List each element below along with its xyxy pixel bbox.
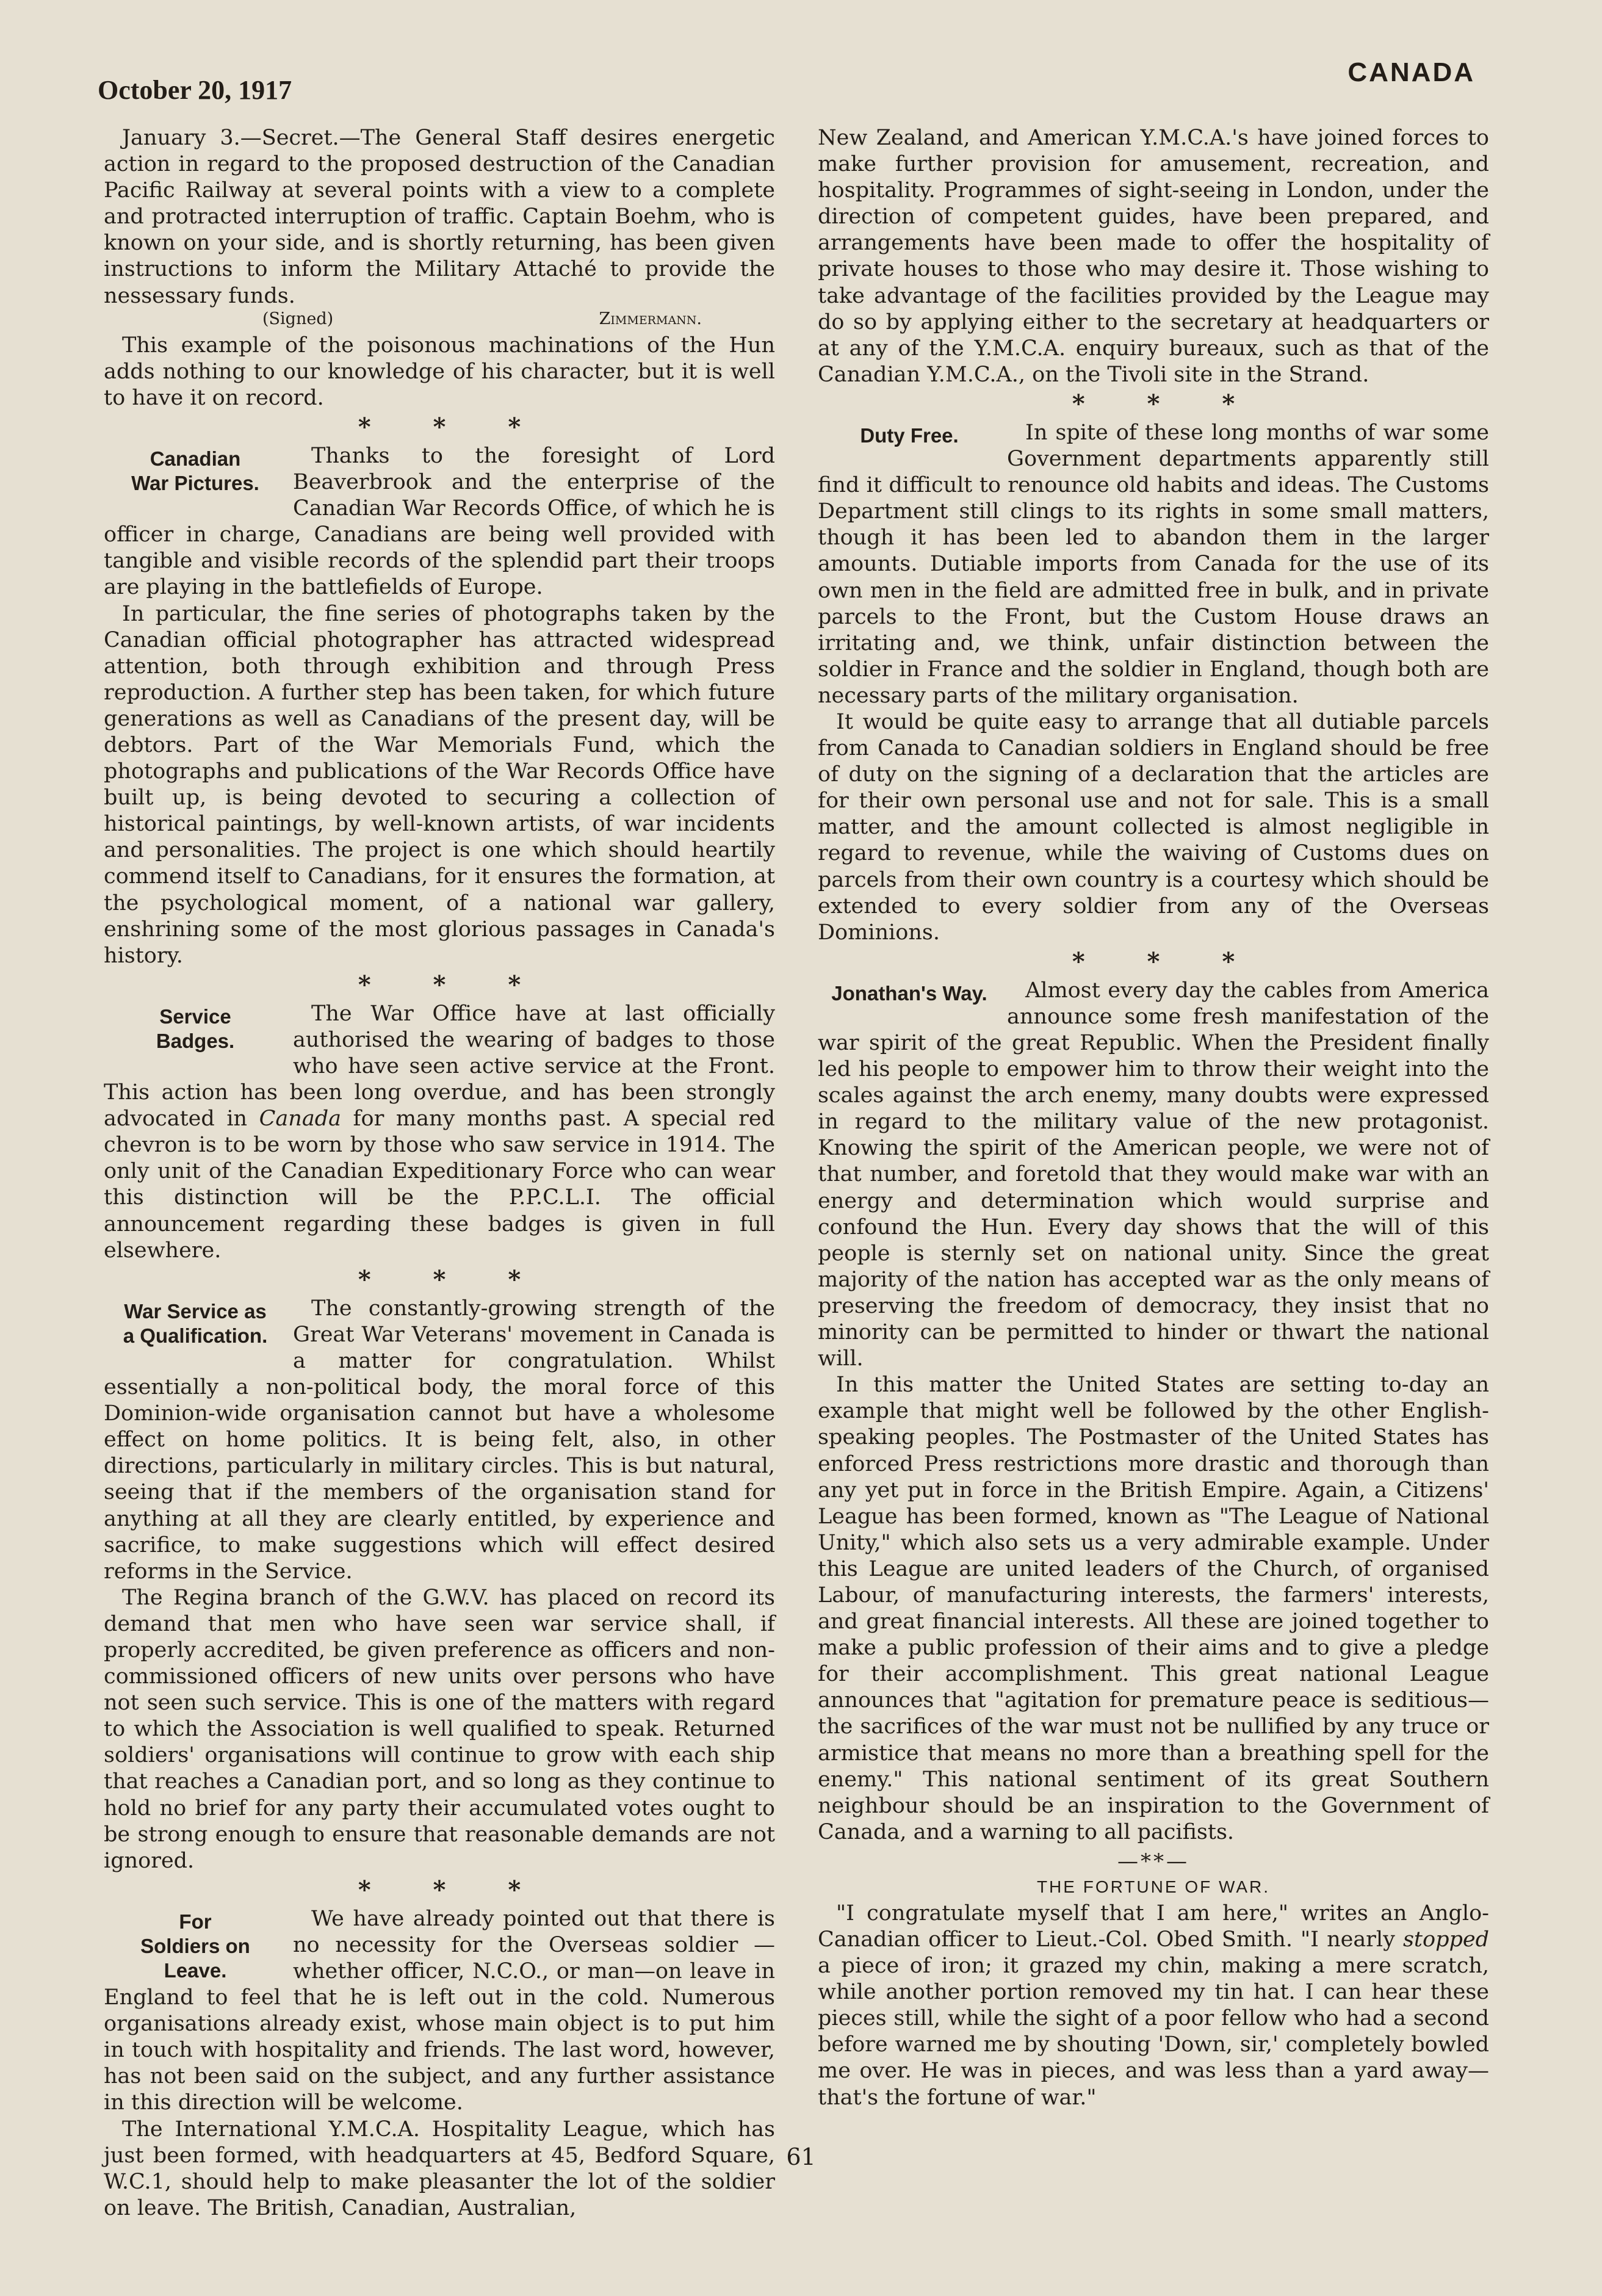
section-divider: * * * xyxy=(358,970,548,999)
paragraph-qualification-1: The constantly-growing strength of the Great War Veterans' movement in Canada is a matter for congratulation. Whilst essentially a non-political body, the moral force of this Dominion-wide organisation cannot but have a wholesome effect on home politics. It is being felt, also, in other directions, particularly in military circles. This is but natural, seeing that if the members of the organisation stand for anything at all they are clearly entitled, by experience and sacrifice, to make suggestions which will effect desired reforms in the Service. xyxy=(104,1296,775,1584)
fortune-italic-stopped: stopped xyxy=(1402,1927,1489,1952)
heading-jonathans-way: Jonathan's Way. xyxy=(831,981,987,1005)
fortune-text-2: a piece of iron; it grazed my chin, making a mere scratch, while another portion removed my tin hat. I can hear these pieces still, while the sight of a poor fellow who had a second before warned me by shouting 'Down, sir,' completely bowled me over. He was in pieces, and was less than a yard away—that's the fortune of war." xyxy=(818,1954,1489,2110)
badges-italic-canada: Canada xyxy=(259,1106,341,1132)
ornamental-rule: —**— xyxy=(1117,1849,1189,1874)
section-divider: * * * xyxy=(1072,947,1262,976)
paragraph-duty-free-1: In spite of these long months of war some Government departments apparently still find it difficult to renounce old habits and ideas. The Customs Department still clings to its rights in some small matters, though it has been led to abandon them in the larger amounts. Dutiable imports from Canada for the use of its own men in the field are admitted free in bulk, and in private parcels to the Front, but the Custom House draws an irritating and, we think, unfair distinction between the soldier in France and the soldier in England, though both are necessary parts of the military organisation. xyxy=(818,420,1489,708)
fortune-of-war-title: THE FORTUNE OF WAR. xyxy=(1036,1877,1271,1896)
paragraph-leave-1: We have already pointed out that there is no necessity for the Overseas soldier —whether officer, N.C.O., or man—on leave in England to feel that he is left out in the cold. Numerous organisations already exist, whose main object is to put him in touch with hospitality and friends. The last word, however, has not been said on the subject, and any further assistance in this direction will be welcome. xyxy=(104,1906,775,2115)
paragraph-qualification-2: The Regina branch of the G.W.V. has placed on record its demand that men who have seen war service shall, if properly accredited, be given preference as officers and non-commissioned officers of new units over persons who have not seen such service. This is one of the matters with regard to which the Association is well qualified to speak. Returned soldiers' organisations will continue to grow with each ship that reaches a Canadian port, and so long as they continue to hold no brief for any party their accumulated votes ought to be strong enough to ensure that reasonable demands are not ignored. xyxy=(104,1585,775,1873)
page-number: 61 xyxy=(786,2143,816,2170)
fortune-of-war-body xyxy=(818,1901,1489,2111)
publication-title: CANADA xyxy=(1348,57,1475,87)
badges-text-2: for many months past. A special red chevron is to be worn by those who saw service in 1914. The only unit of the Canadian Expeditionary Force who can wear this distinction will be the P.P.C.L.I. The official announcement regarding these badges is given in full elsewhere. xyxy=(104,1106,775,1263)
paragraph-war-pictures-2: In particular, the fine series of photographs taken by the Canadian official photographer has attracted widespread attention, both through exhibition and through Press reproduction. A further step has been taken, for which future generations as well as Canadians of the present day, will be debtors. Part of the War Memorials Fund, which the photographs and publications of the War Records Office have built up, is being devoted to securing a collection of historical paintings, by well-known artists, of war incidents and personalities. The project is one which should heartily commend itself to Canadians, for it ensures the formation, at the psychological moment, of a national war gallery, enshrining some of the most glorious passages in Canada's history. xyxy=(104,601,775,968)
heading-service-badges: Service Badges. xyxy=(156,1005,235,1052)
paragraph-duty-free-2: It would be quite easy to arrange that all dutiable parcels from Canada to Canadian soldiers in England should be free of duty on the signing of a declaration that the articles are for their own personal use and not for sale. This is a small matter, and the amount collected is almost negligible in regard to revenue, while the waiving of Customs dues on parcels from their own country is a courtesy which should be extended to every soldier from any of the Overseas Dominions. xyxy=(818,709,1489,945)
left-column xyxy=(104,125,775,2222)
badges-text-1: The War Office have at last officially authorised the wearing of badges to those who have seen active service at the Front. This action has been long overdue, and has been strongly advocated in xyxy=(104,1001,775,1132)
paragraph-leave-continued: New Zealand, and American Y.M.C.A.'s have joined forces to make further provision for amusement, recreation, and hospitality. Programmes of sight-seeing in London, under the direction of competent guides, have been prepared, and arrangements have been made to offer the hospitality of private houses to those who may desire it. Those wishing to take advantage of the facilities provided by the League may do so by applying either to the secretary at headquarters or at any of the Y.M.C.A. enquiry bureaux, such as that of the Canadian Y.M.C.A., on the Tivoli site in the Strand. xyxy=(818,126,1489,387)
paragraph-jonathan-2: In this matter the United States are setting to-day an example that might well be followed by the other English-speaking peoples. The Postmaster of the United States has enforced Press restrictions more drastic and thorough than any yet put in force in the British Empire. Again, a Citizens' League has been formed, known as "The League of National Unity," which also sets us a very admirable example. Under this League are united leaders of the Church, of organised Labour, of manufacturing interests, the farmers' interests, and great financial interests. All these are joined together to make a public profession of their aims and to give a pledge for their accomplishment. This great national League announces that "agitation for premature peace is seditious—the sacrifices of the war must not be nullified by any truce or armistice that means no more than a breathing spell for the enemy." This national sentiment of its great Southern neighbour should be an inspiration to the Government of Canada, and a warning to all pacifists. xyxy=(818,1373,1489,1844)
zimmermann-letter: January 3.—Secret.—The General Staff desires energetic action in regard to the proposed destruction of the Canadian Pacific Railway at several points with a view to a complete and protracted interruption of traffic. Captain Boehm, who is known on your side, and is shortly returning, has been given instructions to inform the Military Attaché to provide the nessessary funds. xyxy=(104,126,775,308)
heading-war-pictures: Canadian War Pictures. xyxy=(131,447,259,494)
fortune-text-1: "I congratulate myself that I am here," writes an Anglo-Canadian officer to Lieut.-Col. Obed Smith. "I nearly xyxy=(818,1901,1489,1952)
section-divider: * * * xyxy=(358,1265,548,1294)
section-divider: * * * xyxy=(1072,389,1262,418)
right-column xyxy=(818,125,1489,2111)
heading-duty-free: Duty Free. xyxy=(860,424,959,447)
paragraph-war-pictures-1: Thanks to the foresight of Lord Beaverbrook and the enterprise of the Canadian War Records Office, of which he is officer in charge, Canadians are being well provided with tangible and visible records of the splendid part their troops are playing in the battlefields of Europe. xyxy=(104,443,775,600)
paragraph-jonathan-1: Almost every day the cables from America announce some fresh manifestation of the war spirit of the great Republic. When the President finally led his people to empower him to throw their weight into the scales against the arch enemy, many doubts were expressed in regard to the military value of the new protagonist. Knowing the spirit of the American people, we were not of that number, and foretold that they would make war with an energy and determination which would surprise and confound the Hun. Every day shows that the will of this people is sternly set on national unity. Since the great majority of the nation has accepted war as the only means of preserving the freedom of democracy, they insist that no minority can be permitted to hinder or thwart the national will. xyxy=(818,978,1489,1371)
issue-date: October 20, 1917 xyxy=(98,75,292,105)
signer-name: Zimmermann. xyxy=(599,309,702,328)
signed-label: (Signed) xyxy=(262,309,334,328)
paragraph-hun: This example of the poisonous machinations of the Hun adds nothing to our knowledge of his character, but it is well to have it on record. xyxy=(104,333,775,410)
letter-signature xyxy=(104,309,775,329)
paragraph-leave-2: The International Y.M.C.A. Hospitality League, which has just been formed, with headquarters at 45, Bedford Square, W.C.1, should help to make pleasanter the lot of the soldier on leave. The British, Canadian, Australian, xyxy=(104,2117,775,2220)
heading-war-service-qualification: War Service as a Qualification. xyxy=(123,1299,268,1347)
section-divider: * * * xyxy=(358,412,548,441)
heading-soldiers-on-leave: For Soldiers on Leave. xyxy=(140,1910,250,1982)
section-divider: * * * xyxy=(358,1875,548,1904)
